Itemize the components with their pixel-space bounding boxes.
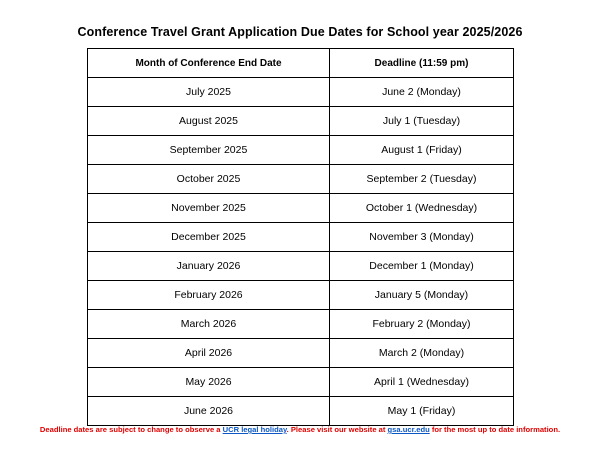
deadline-cell: November 3 (Monday) [330, 223, 514, 252]
table-row [88, 252, 514, 281]
deadline-cell: March 2 (Monday) [330, 339, 514, 368]
month-cell: November 2025 [88, 194, 330, 223]
month-cell: May 2026 [88, 368, 330, 397]
deadline-cell: December 1 (Monday) [330, 252, 514, 281]
table-row [88, 310, 514, 339]
month-cell: October 2025 [88, 165, 330, 194]
table-row [88, 78, 514, 107]
month-cell: July 2025 [88, 78, 330, 107]
month-column-header: Month of Conference End Date [88, 49, 330, 78]
footer-text: Deadline dates are subject to change to observe a [39, 425, 223, 434]
table-row [88, 397, 514, 426]
table-row [88, 165, 514, 194]
footer-text: for the most up to date information. [429, 425, 561, 434]
table-row [88, 281, 514, 310]
month-cell: April 2026 [88, 339, 330, 368]
month-cell: September 2025 [88, 136, 330, 165]
deadline-cell: January 5 (Monday) [330, 281, 514, 310]
month-cell: December 2025 [88, 223, 330, 252]
deadline-cell: October 1 (Wednesday) [330, 194, 514, 223]
table-row [88, 223, 514, 252]
deadline-cell: June 2 (Monday) [330, 78, 514, 107]
due-dates-table [87, 48, 514, 426]
month-cell: June 2026 [88, 397, 330, 426]
deadline-cell: August 1 (Friday) [330, 136, 514, 165]
table-row [88, 339, 514, 368]
deadline-cell: February 2 (Monday) [330, 310, 514, 339]
ucr-legal-holiday-link[interactable]: UCR legal holiday [222, 425, 287, 434]
gsa-website-link[interactable]: gsa.ucr.edu [387, 425, 430, 434]
table-header-row [88, 49, 514, 78]
page-title: Conference Travel Grant Application Due Dates for School year 2025/2026 [77, 25, 523, 39]
deadline-cell: May 1 (Friday) [330, 397, 514, 426]
deadline-cell: April 1 (Wednesday) [330, 368, 514, 397]
deadline-cell: September 2 (Tuesday) [330, 165, 514, 194]
deadline-column-header: Deadline (11:59 pm) [330, 49, 514, 78]
table-body [88, 78, 514, 426]
table-row [88, 107, 514, 136]
footer-note [0, 425, 600, 434]
table-row [88, 368, 514, 397]
month-cell: January 2026 [88, 252, 330, 281]
footer-text: . Please visit our website at [286, 425, 388, 434]
month-cell: August 2025 [88, 107, 330, 136]
table-row [88, 136, 514, 165]
table-row [88, 194, 514, 223]
deadline-cell: July 1 (Tuesday) [330, 107, 514, 136]
month-cell: March 2026 [88, 310, 330, 339]
month-cell: February 2026 [88, 281, 330, 310]
